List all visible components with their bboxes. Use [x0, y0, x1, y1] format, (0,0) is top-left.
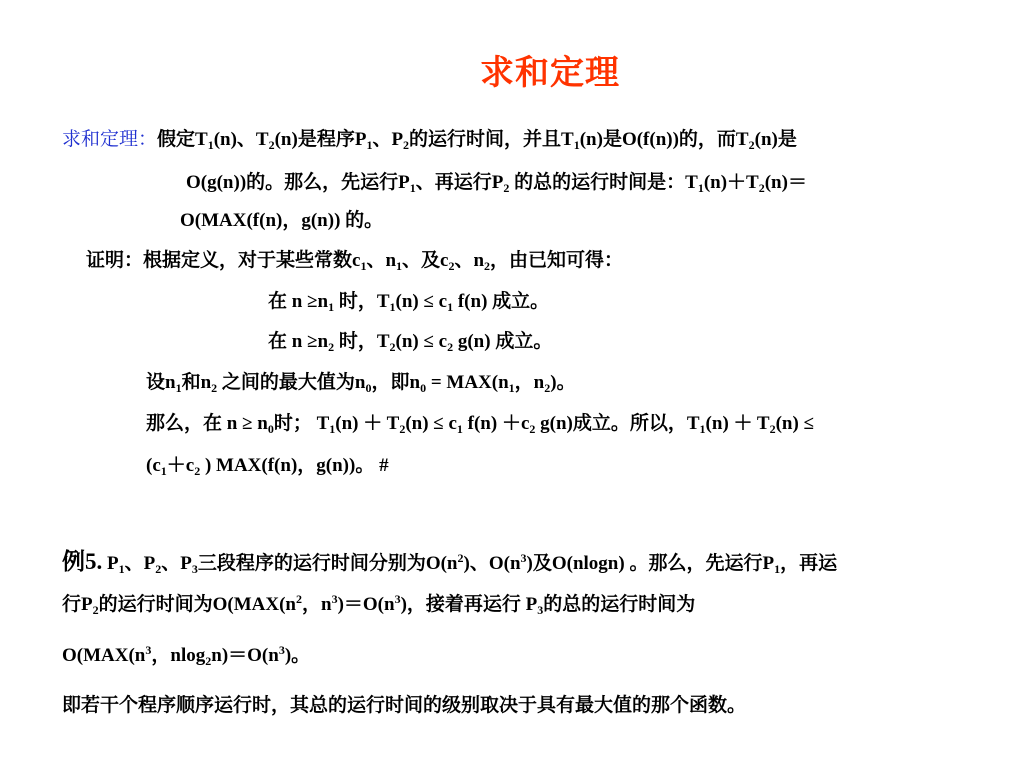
proof-line-2: 在 $n \ge n_1$ 时，$T_1(n) \le c_1$ f(n) 成立。: [268, 291, 550, 314]
example-line-3: $O(MAX(n^3$，$nlog_2n)=O(n^3)$。: [62, 643, 311, 668]
proof-line-3: 在 $n \ge n_2$ 时，$T_2(n) \le c_2$ g(n) 成立。: [268, 331, 553, 354]
example-conclusion: 即若干个程序顺序运行时，其总的运行时间的级别取决于具有最大值的那个函数。: [62, 695, 747, 716]
theorem-line-2: O(g(n))的。那么，先运行$P_1$、再运行$P_2$ 的总的运行时间是：$T_1(n)+T_2(n)=$: [186, 172, 807, 195]
proof-line-5: 那么，在 $n \ge n_0$时； $T_1(n) + T_2(n) \le c_1$ $f(n) +c_2$ g(n)成立。所以，$T_1(n) + T_2(n)$ ≤: [146, 413, 815, 436]
slide-title: 求和定理: [480, 53, 620, 93]
theorem-line-1: 求和定理：假定$T_1(n)$、$T_2(n)$是程序$P_1$、$P_2$的运行时间，并且$T_1(n)$是O(f(n))的，而$T_2(n)$是: [62, 129, 797, 152]
proof-line-6: ($c_1+c_2$ ) MAX(f(n)，g(n))。 #: [146, 455, 389, 478]
theorem-line-3: O(MAX(f(n)，g(n)) 的。: [180, 210, 384, 231]
example-line-2: 行$P_2$的运行时间为$O(MAX(n^2$，$n^3)=O(n^3)$，接着再运行 $P_3$的总的运行时间为: [62, 592, 696, 617]
example-line-1: 例5. $P_1$、$P_2$、$P_3$三段程序的运行时间分别为$O(n^2)$、$O(n^3)$及O(nlogn) 。那么，先运行$P_1$，再运: [62, 549, 838, 576]
theorem-label: 求和定理：: [62, 129, 158, 150]
example-label: 例5.: [62, 549, 103, 574]
proof-line-4: 设$n_1$和$n_2$ 之间的最大值为$n_0$，即$n_0 = MAX(n_1$，$n_2$)。: [146, 372, 576, 395]
proof-line-1: 证明：根据定义，对于某些常数$c_1$、$n_1$、及$c_2$、$n_2$，由已知可得：: [86, 250, 624, 273]
